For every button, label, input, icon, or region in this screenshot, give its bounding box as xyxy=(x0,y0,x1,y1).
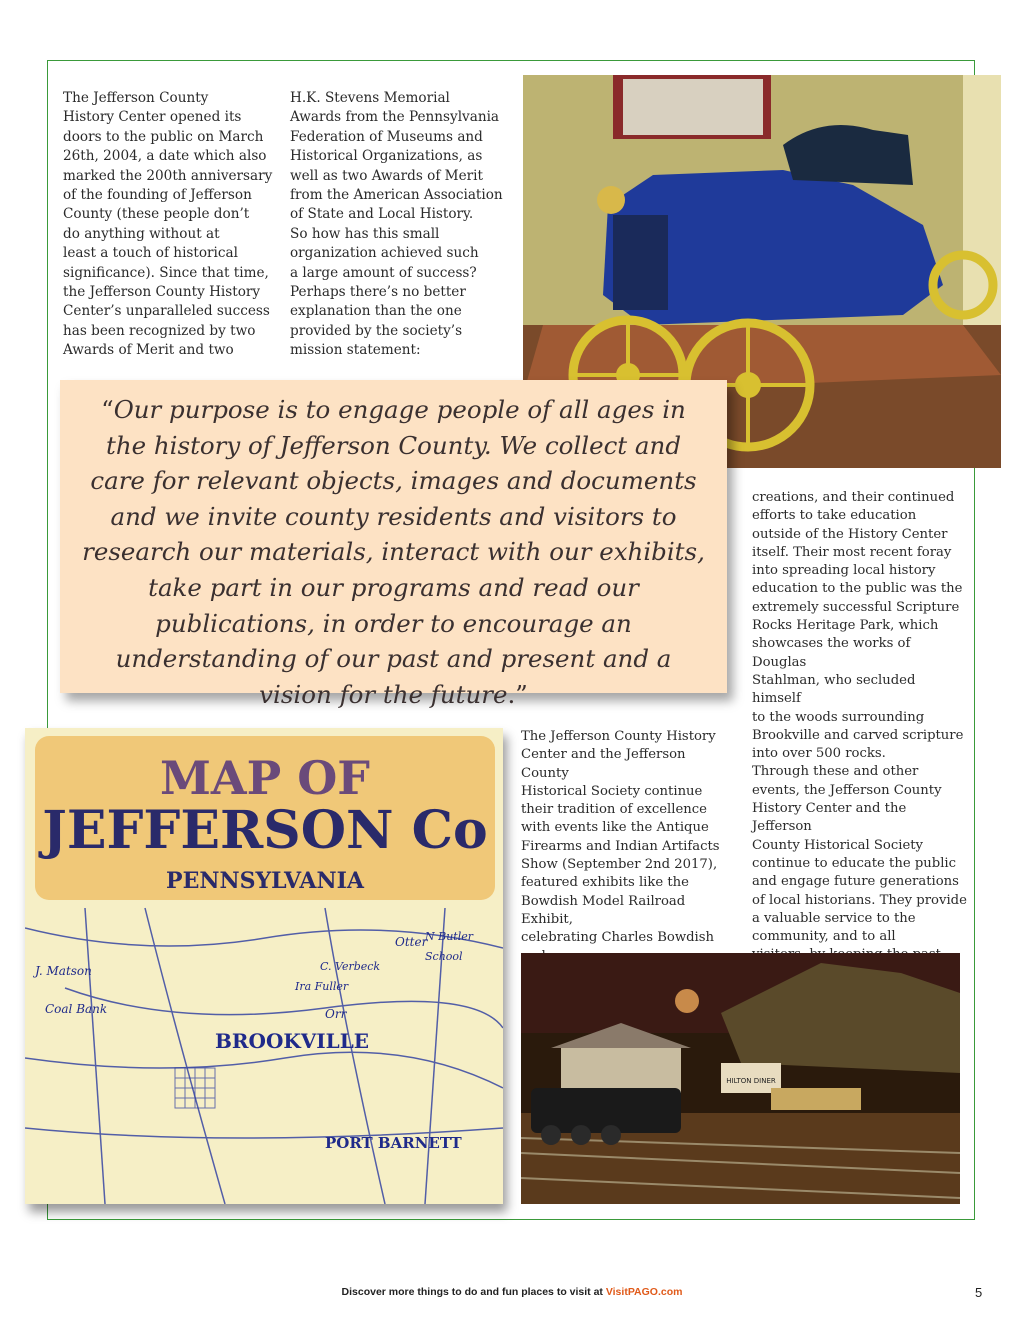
map-label-brookville: BROOKVILLE xyxy=(215,1029,369,1053)
map-label-coal-bank: Coal Bank xyxy=(45,1002,108,1016)
footer-text: Discover more things to do and fun places to visit at xyxy=(341,1286,606,1298)
map-illustration xyxy=(25,728,503,1204)
article-column-1: The Jefferson County History Center opened its doors to the public on March 26th, 2004, a date which also marked the 200th anniversary of the founding of Jefferson County (these people don’t do anything without at least a touch of historical significance). Since that time, the Jefferson County History Center’s unparalleled success has been recognized by two Awards of Merit and two xyxy=(63,90,273,359)
map-title-top: MAP OF xyxy=(160,751,370,805)
map-label-ira-fuller: Ira Fuller xyxy=(295,980,349,993)
quote-text: Our purpose is to engage people of all ages in the history of Jefferson County. We collect and care for relevant objects, images and documents and we invite county residents and visitors to research our materials, interact with our exhibits, take part in our programs and read our publications, in order to encourage an understanding of our past and present and a vision for the future xyxy=(82,395,705,709)
footer-website-link[interactable]: VisitPAGO.com xyxy=(605,1286,683,1298)
article-column-3: The Jefferson County History Center and the Jefferson County Historical Society continue their tradition of excellence with events like the Antique Firearms and Indian Artifacts Show (September 2nd 2017), featured exhibits like the Bowdish Model Railroad Exhibit, celebrating Charles Bowdish xyxy=(521,729,720,946)
map-label-port-barnett: PORT BARNETT xyxy=(325,1134,462,1152)
article-column-4: creations, and their continued efforts to take education outside of the History Center itself. Their most recent foray into spreading local history education to the public was the extremely successful Scripture Rocks Heritage Park, which showcases the works of Douglas Stahlman, who secluded himself to the woods surrounding Brookville and carved scripture into over 500 rocks. Through these and other events, the Jefferson County History Center and the Jefferson County Historical Society continue to educate the public and engage future generations of local historians. They provide a valuable service to the community, and to all xyxy=(752,490,967,945)
footer-line xyxy=(0,1286,1024,1298)
hilton-diner-sign: HILTON DINER xyxy=(726,1077,776,1085)
map-label-n-butler: N Butler xyxy=(425,930,473,943)
map-label-c-verbeck: C. Verbeck xyxy=(320,960,381,973)
jefferson-county-map-image xyxy=(25,728,503,1204)
map-title-state: PENNSYLVANIA xyxy=(166,868,364,894)
model-railroad-illustration xyxy=(521,953,960,1204)
map-label-orr: Orr xyxy=(325,1007,347,1021)
map-label-otter: Otter xyxy=(395,935,428,949)
model-railroad-photo xyxy=(521,953,960,1204)
mission-statement-quote xyxy=(60,380,727,709)
map-label-j-matson: J. Matson xyxy=(35,964,92,978)
article-column-2: H.K. Stevens Memorial Awards from the Pennsylvania Federation of Museums and Historical Organizations, as well as two Awards of Merit from the American Association of State and Local History. So how has this small organization achieved such a large amount of success? Perhaps there’s no better explanation than the one provided by the society’s mission statement: xyxy=(290,90,503,359)
page-number: 5 xyxy=(975,1285,983,1300)
quote-open-mark: “ xyxy=(101,395,114,424)
map-label-school: School xyxy=(425,950,463,963)
map-title-main: JEFFERSON Co xyxy=(42,800,488,861)
quote-close-mark: .” xyxy=(507,679,528,709)
